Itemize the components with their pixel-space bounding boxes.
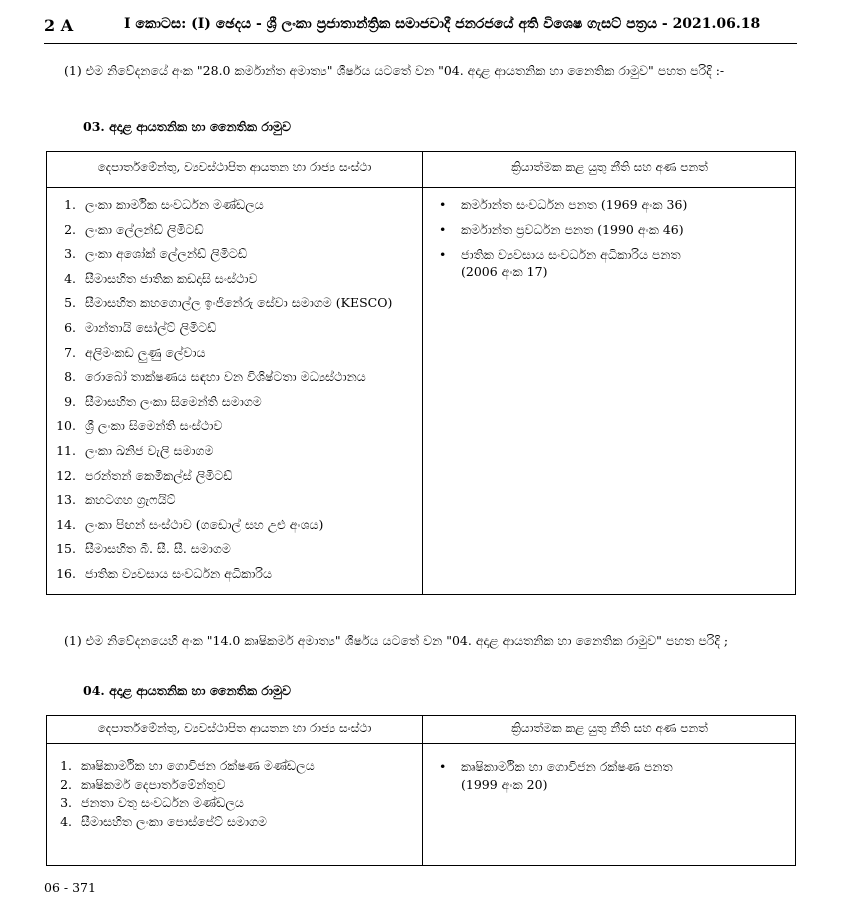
item-text: පරන්තන් කෙමිකල්ස් ලිමිටඩ් [85,467,233,483]
gazette-title: I කොටස: (I) ඡෙදය - ශ්‍රී ලංකා ප්‍රජාතාන්ත්‍රික සමාජවාදී ජනරජයේ අති විශෙෂ ගැසට් පත්‍රය - 2021.06.18 [124,16,761,32]
item-text: ලංකා ඛනිජ වැලි සමාගම [85,442,214,458]
item-number: 12. [56,467,76,483]
item-number: 6. [64,319,76,335]
item-text: අලිමංකඩ ලුණු ලේවාය [85,344,206,360]
bullet-icon: • [439,197,447,212]
item-number: 3. [60,795,72,810]
law-text: ජාතික ව්‍යවසාය සංවර්ධන අධිකාරිය පනත [461,247,681,262]
header-rule [44,43,797,44]
item-text: ජනතා වතු සංවර්ධන මණ්ඩලය [81,795,244,810]
item-text: ලංකා පිඟන් සංස්ථාව (ගඩොල් සහ උළු අංශය) [85,516,324,532]
item-text: ලංකා ලේලන්ඩ් ලිමිටඩ් [85,221,204,237]
item-number: 4. [60,813,72,829]
item-text: සීමාසහිත ලංකා පොස්පේට් සමාගම [81,813,268,829]
item-number: 10. [56,418,76,434]
item-text: ජාතික ව්‍යවසාය සංවර්ධන අධිකාරිය [85,565,272,581]
item-text: කෘෂිකර්ම දෙපාර්තමේන්තුව [81,776,226,792]
item-number: 2. [64,221,76,237]
item-text: සීමාසහිත බී. සී. සී. සමාගම [85,541,231,557]
framework-table-1 [46,151,796,595]
item-text: සීමාසහිත කහගොල්ල ඉංජිනේරු සේවා සමාගම (KESCO) [85,295,393,311]
law-text: කර්මාන්ත සංවර්ධන පනත (1969 අංක 36) [461,197,688,212]
section-heading-2: 04. අදාළ ආයතනික හා නෛතික රාමුව [83,683,291,698]
framework-table-2 [46,715,796,866]
item-number: 14. [56,516,76,532]
law-text-continued: (1999 අංක 20) [461,777,548,792]
item-text: ලංකා අශෝක් ලේලන්ඩ් ලිමිටඩ් [85,246,248,262]
item-text: කහටගහ ග්‍රැෆයිට් [85,492,176,508]
item-number: 1. [60,758,72,773]
item-number: 13. [56,492,76,508]
item-text: සීමාසහිත ලංකා සිමෙන්ති සමාගම [85,393,262,409]
page-header [44,16,797,38]
item-number: 9. [64,393,76,409]
bullet-icon: • [439,759,447,774]
bullet-icon: • [439,222,447,237]
law-list [423,196,687,288]
item-text: කෘෂිකාර්මික හා ගොවිජන රක්ෂණ මණ්ඩලය [81,758,315,773]
law-item [423,196,687,213]
header-divider [47,187,795,188]
header-divider [47,743,795,744]
item-text: ශ්‍රී ලංකා සිමෙන්ති සංස්ථාව [85,418,223,434]
item-text: ලංකා කාර්මික සංවර්ධන මණ්ඩලය [85,197,264,212]
column-header-laws: ක්‍රියාත්මක කළ යුතු නීති සහ අණ පනත් [511,721,708,735]
page-footer-code: 06 - 371 [44,880,96,895]
item-number: 4. [64,270,76,286]
item-number: 11. [56,442,76,458]
law-item [423,758,673,794]
item-number: 15. [56,541,76,557]
law-item [423,246,687,280]
law-text: කර්මාන්ත ප්‍රවර්ධන පනත (1990 අංක 46) [461,222,684,237]
item-number: 5. [64,295,76,311]
item-number: 2. [60,776,72,792]
section-heading-1: 03. අදාළ ආයතනික හා නෛතික රාමුව [83,119,291,134]
law-list [423,758,673,802]
item-number: 1. [64,197,76,212]
law-text-continued: (2006 අංක 17) [461,264,548,279]
law-text: කෘෂිකාර්මික හා ගොවිජන රක්ෂණ පනත [461,759,673,774]
law-item [423,221,687,238]
item-text: සීමාසහිත ජාතික කඩදාසි සංස්ථාව [85,270,258,286]
item-number: 8. [64,369,76,385]
column-header-laws: ක්‍රියාත්මක කළ යුතු නීති සහ අණ පනත් [511,160,708,174]
column-header-institutions: දෙපාර්තමේන්තු, ව්‍යවස්ථාපිත ආයතන හා රාජ්‍ය සංස්ථා [97,160,372,174]
amendment-note-2: (1) එම නිවේදනයෙහි අංක "14.0 කෘෂිකර්ම අමාත්‍ය" ශීර්ෂය යටතේ වන "04. අදාළ ආයතනික හා නෛතික රාමුව" පහත පරිදි ; [64,633,729,648]
item-number: 16. [56,565,76,581]
page-number: 2 A [44,16,74,35]
item-number: 7. [64,344,76,360]
item-text: මාන්තායි සෝල්ට් ලිමිටඩ් [85,319,217,335]
item-text: රොබෝ තාක්ෂණය සඳහා වන විශිෂ්ටතා මධ්‍යස්ථානය [85,369,366,385]
column-header-institutions: දෙපාර්තමේන්තු, ව්‍යවස්ථාපිත ආයතන හා රාජ්‍ය සංස්ථා [97,721,372,735]
amendment-note-1: (1) එම නිවේදනයේ අංක "28.0 කර්මාන්ත අමාත්‍ය" ශීර්ෂය යටතේ වන "04. අදාළ ආයතනික හා නෛතික රාමුව" පහත පරිදි :- [64,63,725,78]
bullet-icon: • [439,247,447,262]
item-number: 3. [64,246,76,262]
